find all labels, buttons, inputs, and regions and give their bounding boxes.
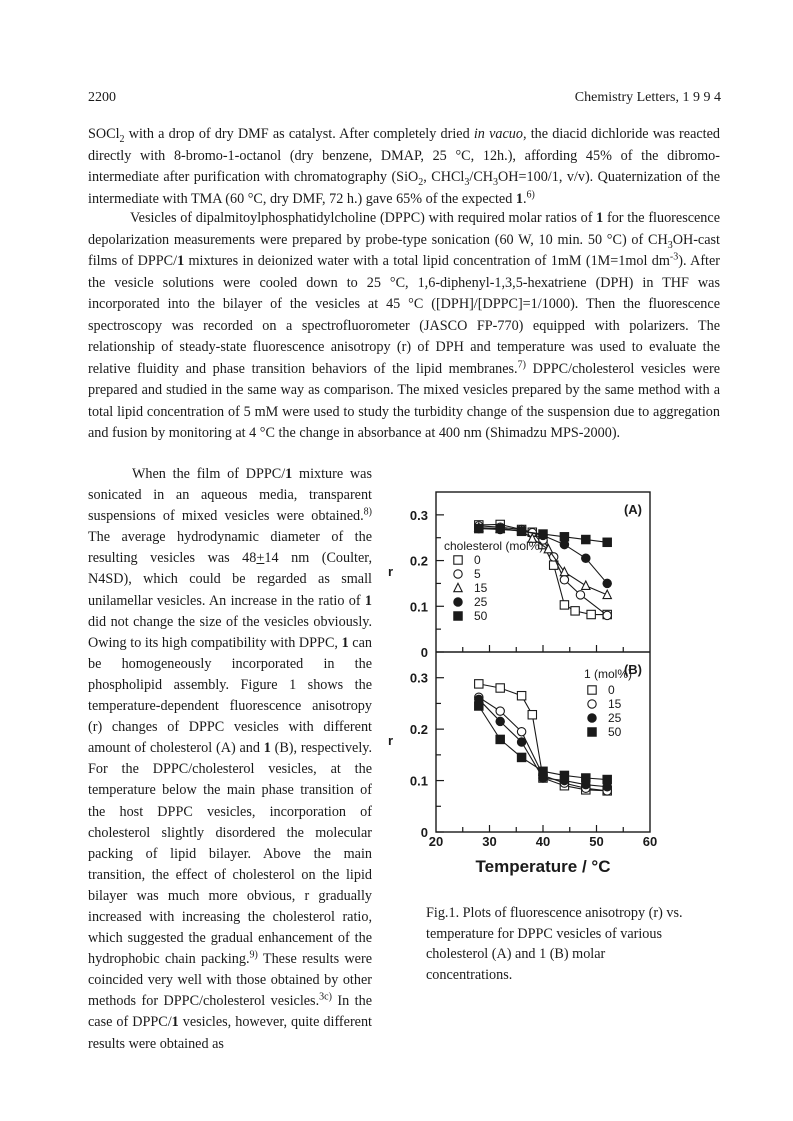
legend-entry: 50 (608, 725, 622, 739)
data-point (560, 576, 568, 584)
panel-a-legend (444, 539, 543, 623)
data-point (603, 579, 611, 587)
data-point (587, 610, 595, 618)
data-point (528, 711, 536, 719)
legend-entry: 5 (474, 567, 481, 581)
data-point (603, 590, 611, 598)
panel-a-series (475, 520, 612, 619)
paragraph-1: SOCl$_2$ with a drop of dry DMF as catalyst. After completely dried in vacuo, the diacid dichloride was reacted directly with 8-bromo-1-octanol (dry benzene, DMAP, 25 °C, 12h.), affording 45% of the dibromo-intermediate after purification with chromatography (SiO$_2$, $CHCl_3/CH_3OH=100/1$, v/v). Quaternization of the intermediate with TMA (60 °C, dry DMF, 72 h.) gave 65% of the expected 1.$^{6)}$ (88, 126, 720, 207)
legend-marker (454, 612, 462, 620)
data-point (496, 735, 504, 743)
data-point (560, 533, 568, 541)
y-tick-label: 0 (420, 645, 428, 660)
data-point (603, 611, 611, 619)
figure-1 (360, 470, 700, 890)
page-number: 2200 (88, 90, 116, 105)
panel-b-ylabel: r (388, 733, 394, 748)
panel-a-ylabel: r (388, 564, 394, 579)
data-point (475, 702, 483, 710)
y-tick-label: 0.2 (409, 722, 428, 738)
data-point (560, 771, 568, 779)
y-tick-label: 0.2 (409, 553, 428, 569)
legend-entry: 0 (608, 683, 615, 697)
panel-b-series (475, 680, 612, 795)
legend-title: 1 (mol%) (584, 667, 633, 681)
legend-marker (588, 700, 596, 708)
data-point (517, 692, 525, 700)
data-point (496, 717, 504, 725)
panel-a-label: (A) (623, 502, 642, 517)
legend-entry: 15 (608, 697, 622, 711)
data-point (517, 738, 525, 746)
x-tick-label: 20 (428, 834, 444, 849)
data-point (582, 535, 590, 543)
paragraph-3: When the film of DPPC/1 mixture was sonicated in an aqueous media, transparent suspensions of mixed vesicles were obtained.$^{8)}$ The average hydrodynamic diameter of the resulting vesicles was 48+14 nm (Coulter, N4SD), which could be regarded as small unilamellar vesicles. An increase in the ratio of 1 did not change the size of the vesicles obviously. Owing to its high compatibility with DPPC, 1 can be homogeneously incorporated in the phospholipid assembly. Figure 1 shows the temperature-dependent fluorescence anisotropy (r) changes of DPPC vesicles with different amount of cholesterol (A) and 1 (B), respectively. For the DPPC/cholesterol vesicles, at the temperature below the main phase transition of the host DPPC vesicles, incorporation of cholesterol slightly disordered the molecular packing of lipid bilayer. Above the main transition, the effect of cholesterol on the lipid bilayer was much more obvious, r gradually increased with increasing the cholesterol ratio, which suggested the gradual enhancement of the hydrophobic chain packing.$^{9)}$ These results were coincided very well with those obtained by other methods for DPPC/cholesterol vesicles.$^{3c)}$ In the case of DPPC/1 vesicles, however, quite different results were obtained as (88, 466, 373, 1052)
data-point (582, 554, 590, 562)
data-point (571, 607, 579, 615)
data-point (496, 684, 504, 692)
figure-caption: Fig.1. Plots of fluorescence anisotropy (r) vs. temperature for DPPC vesicles of various cholesterol (A) and 1 (B) molar concentrations. (426, 905, 683, 983)
legend-marker (454, 583, 462, 591)
legend-title: cholesterol (mol%) (444, 539, 544, 553)
panel-b-legend (584, 667, 632, 739)
legend-marker (588, 686, 596, 694)
data-point (517, 753, 525, 761)
paragraph-2: Vesicles of dipalmitoylphosphatidylcholine (DPPC) with required molar ratios of 1 for the fluorescence depolarization measurements were prepared by probe-type sonication (60 W, 10 min. 50 °C) of $CH_3OH$-cast films of DPPC/1 mixtures in deionized water with a total lipid concentration of 1mM (1M=1mol $dm^{-3}$). After the vesicle solutions were cooled down to 25 °C, 1,6-diphenyl-1,3,5-hexatriene (DPH) in THF was incorporated into the bilayer of the vesicles at 45 °C ([DPH]/[DPPC]=1/1000). Then the fluorescence spectroscopy was recorded on a spectrofluorometer (JASCO FP-770) equipped with polarizers. The relationship of steady-state fluorescence anisotropy (r) of DPH and temperature was used to evaluate the relative fluidity and phase transition behaviors of the lipid membranes.$^{7)}$ DPPC/cholesterol vesicles were prepared and studied in the same way as comparison. The mixed vesicles prepared by the same method with a total lipid concentration of 5 mM were used to study the turbidity change of the suspension due to aggregation and fusion by monitoring at 4 °C the change in absorbance at 400 nm (Shimadzu MPS-2000). (88, 210, 721, 441)
data-point (582, 581, 590, 589)
legend-marker (454, 556, 462, 564)
y-tick-label: 0.1 (409, 773, 428, 789)
data-point (475, 680, 483, 688)
x-tick-label: 40 (535, 834, 551, 849)
data-point (603, 775, 611, 783)
legend-entry: 15 (474, 581, 488, 595)
x-tick-label: 50 (589, 834, 604, 849)
x-axis-label: Temperature / °C (475, 857, 611, 876)
data-point (517, 527, 525, 535)
legend-entry: 0 (474, 553, 481, 567)
data-point (496, 524, 504, 532)
data-point (560, 540, 568, 548)
data-point (475, 524, 483, 532)
legend-entry: 50 (474, 609, 488, 623)
data-point (496, 707, 504, 715)
legend-marker (454, 598, 462, 606)
data-point (576, 591, 584, 599)
data-point (539, 767, 547, 775)
x-tick-label: 60 (642, 834, 658, 849)
y-tick-label: 0 (420, 825, 428, 840)
y-tick-label: 0.3 (409, 507, 428, 523)
legend-marker (454, 570, 462, 578)
panel-b-label: (B) (623, 662, 642, 677)
data-point (517, 728, 525, 736)
legend-marker (588, 728, 596, 736)
data-point (560, 601, 568, 609)
y-tick-label: 0.1 (409, 599, 428, 615)
data-point (603, 538, 611, 546)
legend-entry: 25 (474, 595, 488, 609)
data-point (582, 774, 590, 782)
legend-marker (588, 714, 596, 722)
journal-header: Chemistry Letters, 1 9 9 4 (574, 90, 721, 105)
data-point (539, 530, 547, 538)
legend-entry: 25 (608, 711, 622, 725)
y-tick-label: 0.3 (409, 670, 428, 686)
x-tick-label: 30 (482, 834, 497, 849)
